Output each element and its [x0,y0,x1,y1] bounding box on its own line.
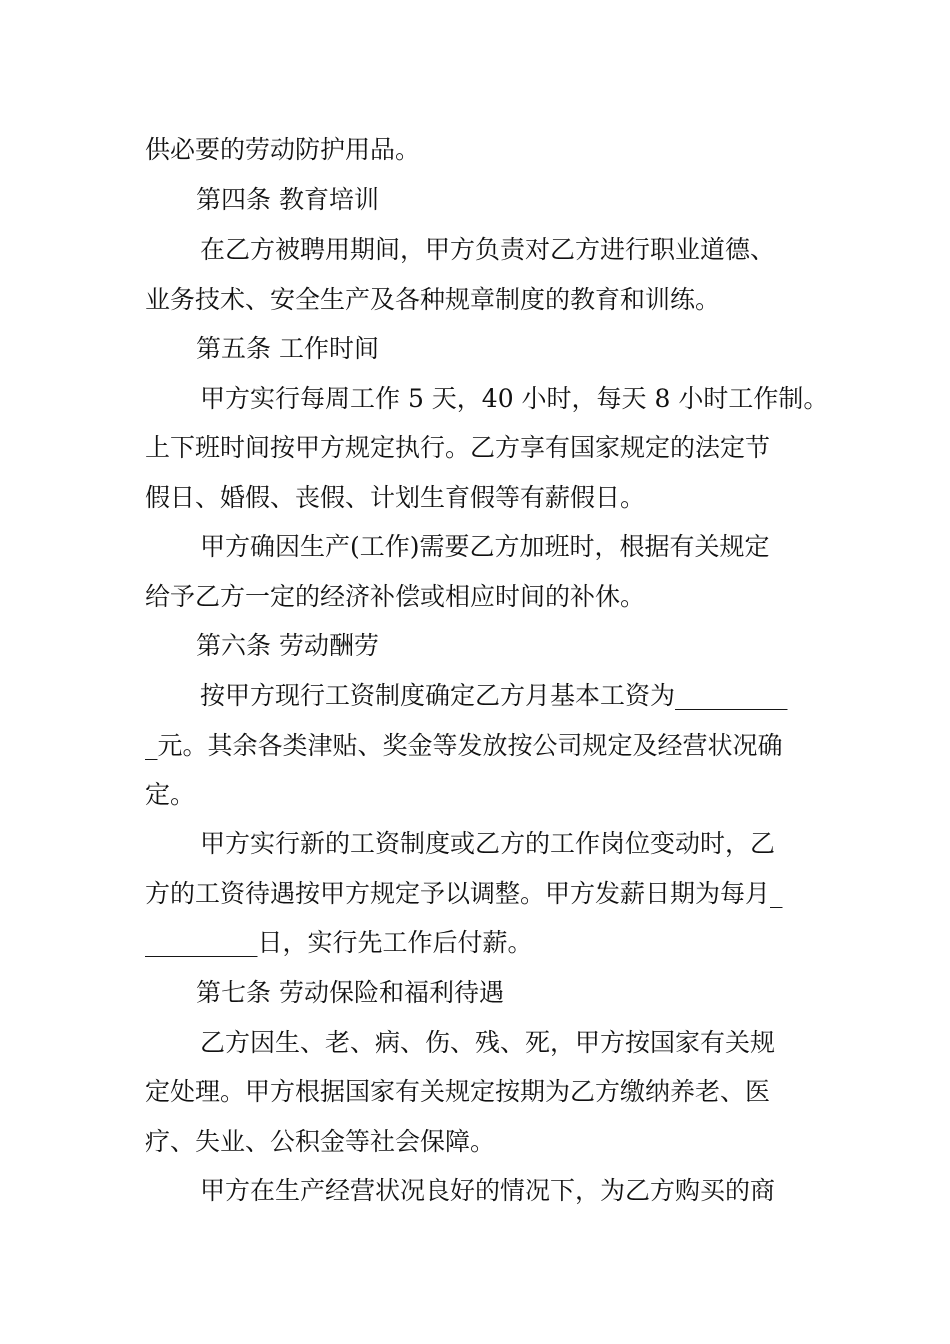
paragraph-line: 按甲方现行工资制度确定乙方月基本工资为_________ [200,681,788,710]
paragraph-line: 方的工资待遇按甲方规定予以调整。甲方发薪日期为每月_ [145,879,783,908]
paragraph-line: 甲方确因生产(工作)需要乙方加班时，根据有关规定 [200,532,770,561]
paragraph-line: _元。其余各类津贴、奖金等发放按公司规定及经营状况确 [145,731,783,760]
paragraph-line: 供必要的劳动防护用品。 [145,135,421,164]
article-heading: 第七条 劳动保险和福利待遇 [196,978,504,1007]
paragraph-line: 业务技术、安全生产及各种规章制度的教育和训练。 [145,285,721,314]
paragraph-line: 甲方实行每周工作 5 天，40 小时，每天 8 小时工作制。 [200,384,829,413]
article-heading: 第五条 工作时间 [196,334,379,363]
paragraph-line: 乙方因生、老、病、伤、残、死，甲方按国家有关规 [200,1028,776,1057]
paragraph-line: 假日、婚假、丧假、计划生育假等有薪假日。 [145,483,646,512]
paragraph-line: 甲方在生产经营状况良好的情况下，为乙方购买的商 [200,1176,776,1205]
article-heading: 第六条 劳动酬劳 [196,631,379,660]
paragraph-line: 甲方实行新的工资制度或乙方的工作岗位变动时，乙 [200,829,776,858]
paragraph-line: 上下班时间按甲方规定执行。乙方享有国家规定的法定节 [145,433,771,462]
article-heading: 第四条 教育培训 [196,185,379,214]
paragraph-line: 在乙方被聘用期间，甲方负责对乙方进行职业道德、 [200,235,776,264]
paragraph-line: _________日，实行先工作后付薪。 [145,928,533,957]
paragraph-line: 定。 [145,780,196,809]
paragraph-line: 定处理。甲方根据国家有关规定按期为乙方缴纳养老、医 [145,1077,771,1106]
paragraph-line: 给予乙方一定的经济补偿或相应时间的补休。 [145,582,646,611]
paragraph-line: 疗、失业、公积金等社会保障。 [145,1127,496,1156]
